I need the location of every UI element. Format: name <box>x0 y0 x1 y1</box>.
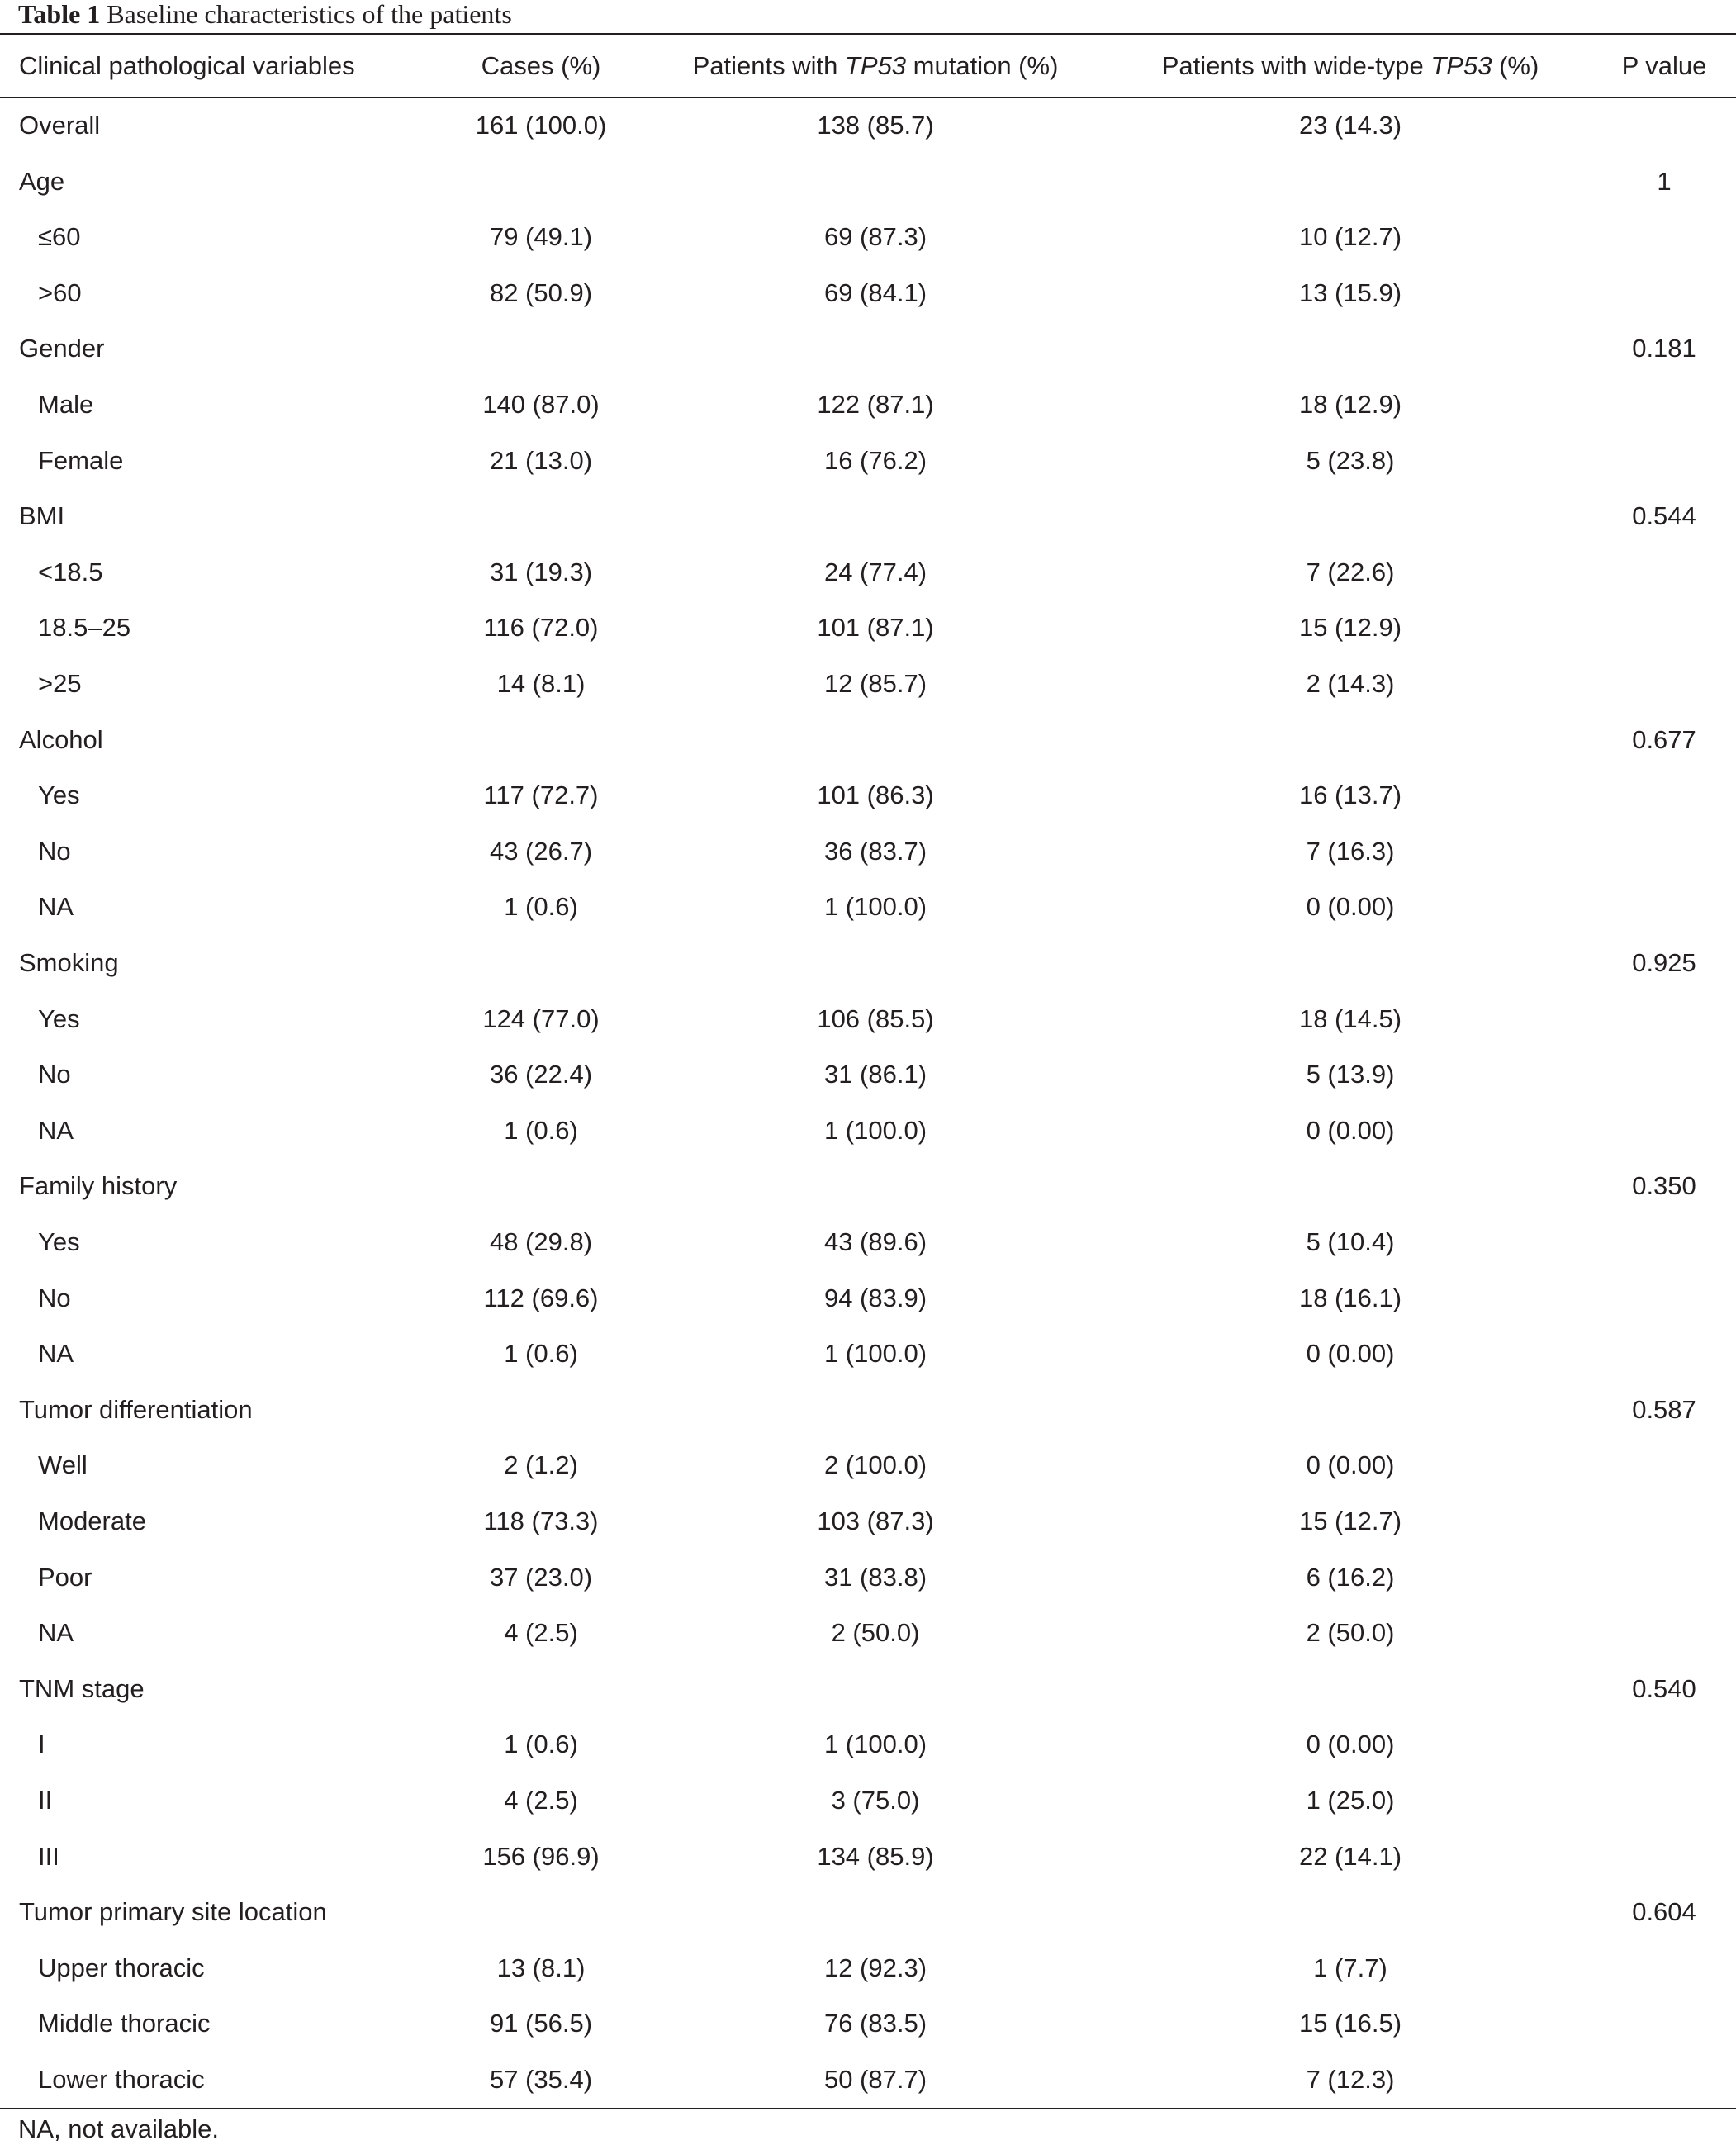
table-row <box>0 1605 1736 1661</box>
cell-cases <box>405 320 677 377</box>
table-row <box>0 265 1736 321</box>
cell-variable: II <box>38 1786 53 1815</box>
cell-mutation <box>677 488 1074 544</box>
table-row <box>0 1996 1736 2052</box>
cell-variable: ≤60 <box>38 222 81 252</box>
cell-wildtype: 1 (7.7) <box>1313 1953 1387 1982</box>
cell-variable: NA <box>38 1115 74 1145</box>
table-row <box>0 1046 1736 1103</box>
table-row <box>0 1940 1736 1996</box>
cell-wildtype: 5 (13.9) <box>1306 1060 1395 1089</box>
cell-cases: 124 (77.0) <box>482 1004 600 1033</box>
cell-variable: BMI <box>19 501 65 531</box>
cell-mutation: 12 (92.3) <box>823 1953 927 1982</box>
cell-variable: Poor <box>38 1562 92 1592</box>
cell-wildtype <box>1107 1158 1594 1214</box>
cell-cases: 161 (100.0) <box>475 111 607 140</box>
cell-wildtype: 15 (16.5) <box>1298 2009 1402 2038</box>
cell-p-value: 0.181 <box>1632 334 1696 363</box>
cell-mutation: 106 (85.5) <box>817 1004 934 1033</box>
table-row <box>0 1437 1736 1493</box>
cell-mutation: 31 (86.1) <box>823 1060 927 1089</box>
cell-variable: Age <box>19 166 65 196</box>
cell-wildtype: 2 (14.3) <box>1306 669 1395 698</box>
cell-p-value <box>1602 1829 1726 1885</box>
cell-cases: 112 (69.6) <box>483 1283 599 1312</box>
cell-variable: NA <box>38 892 74 922</box>
cell-wildtype <box>1107 712 1594 768</box>
cell-mutation: 31 (83.8) <box>823 1562 927 1592</box>
cell-p-value <box>1602 544 1726 600</box>
cell-wildtype <box>1107 1382 1594 1438</box>
cell-wildtype: 15 (12.7) <box>1298 1507 1402 1535</box>
cell-variable: Upper thoracic <box>38 1953 205 1982</box>
cell-wildtype: 10 (12.7) <box>1298 222 1402 252</box>
table-row <box>0 656 1736 712</box>
table-row <box>0 935 1736 991</box>
cell-wildtype <box>1107 154 1594 210</box>
cell-mutation: 69 (84.1) <box>823 278 927 307</box>
cell-wildtype: 5 (23.8) <box>1306 445 1395 475</box>
cell-cases: 31 (19.3) <box>489 557 593 586</box>
bottom-rule <box>0 2108 1736 2109</box>
cell-p-value: 0.677 <box>1632 724 1696 754</box>
cell-variable: NA <box>38 1618 74 1648</box>
cell-mutation: 24 (77.4) <box>823 557 927 586</box>
cell-cases: 14 (8.1) <box>496 669 586 698</box>
table-row <box>0 1214 1736 1270</box>
cell-variable: Well <box>38 1450 88 1480</box>
cell-mutation: 138 (85.7) <box>817 111 934 140</box>
header-wildtype-gene: TP53 <box>1430 51 1492 80</box>
table-row <box>0 1829 1736 1885</box>
cell-cases <box>405 154 677 210</box>
header-wildtype-post: (%) <box>1492 51 1539 80</box>
cell-mutation <box>677 154 1074 210</box>
cell-mutation: 94 (83.9) <box>823 1283 927 1312</box>
cell-variable: I <box>38 1730 45 1759</box>
table-row <box>0 1326 1736 1382</box>
cell-p-value: 0.540 <box>1632 1673 1696 1703</box>
table-row <box>0 320 1736 377</box>
table-row <box>0 1270 1736 1326</box>
cell-p-value <box>1602 209 1726 265</box>
cell-mutation: 1 (100.0) <box>823 1730 927 1759</box>
cell-cases: 117 (72.7) <box>483 781 599 810</box>
cell-variable: Family history <box>19 1171 178 1201</box>
cell-cases: 140 (87.0) <box>482 390 600 419</box>
cell-wildtype <box>1107 935 1594 991</box>
header-mutation-pre: Patients with <box>692 51 845 80</box>
cell-mutation: 101 (87.1) <box>817 613 934 643</box>
table-caption-label: Table 1 <box>18 0 101 29</box>
cell-cases: 48 (29.8) <box>489 1227 593 1256</box>
table-row <box>0 1772 1736 1829</box>
cell-p-value: 0.544 <box>1632 501 1696 531</box>
table-row <box>0 488 1736 544</box>
cell-p-value <box>1602 1270 1726 1326</box>
cell-wildtype: 13 (15.9) <box>1298 278 1402 307</box>
table-row <box>0 2052 1736 2108</box>
table-row <box>0 1884 1736 1940</box>
cell-wildtype: 7 (22.6) <box>1306 557 1395 586</box>
cell-wildtype: 15 (12.9) <box>1298 613 1402 643</box>
cell-mutation: 2 (50.0) <box>831 1618 920 1648</box>
cell-mutation: 1 (100.0) <box>823 892 927 922</box>
cell-p-value <box>1602 991 1726 1047</box>
cell-p-value <box>1602 377 1726 433</box>
header-variables: Clinical pathological variables <box>19 51 355 80</box>
cell-mutation: 36 (83.7) <box>823 836 927 866</box>
table-row <box>0 1661 1736 1717</box>
cell-cases: 36 (22.4) <box>489 1060 593 1089</box>
cell-variable: Male <box>38 390 94 419</box>
table-row <box>0 1493 1736 1549</box>
cell-p-value <box>1602 97 1726 154</box>
cell-p-value: 1 <box>1657 166 1672 196</box>
cell-mutation <box>677 712 1074 768</box>
cell-cases <box>405 935 677 991</box>
cell-cases <box>405 1661 677 1717</box>
cell-p-value <box>1602 1716 1726 1772</box>
cell-mutation: 76 (83.5) <box>823 2009 927 2038</box>
cell-variable: No <box>38 1283 71 1312</box>
cell-wildtype <box>1107 1884 1594 1940</box>
cell-cases <box>405 1884 677 1940</box>
cell-cases <box>405 488 677 544</box>
cell-variable: >60 <box>38 278 82 307</box>
cell-p-value <box>1602 1996 1726 2052</box>
cell-wildtype: 5 (10.4) <box>1306 1227 1395 1256</box>
cell-mutation: 103 (87.3) <box>817 1507 934 1535</box>
table-row <box>0 600 1736 656</box>
cell-cases: 4 (2.5) <box>504 1618 578 1648</box>
table-row <box>0 154 1736 210</box>
table-row <box>0 97 1736 154</box>
cell-variable: Overall <box>19 111 101 140</box>
cell-variable: Gender <box>19 334 105 363</box>
cell-p-value <box>1602 1214 1726 1270</box>
cell-variable: Lower thoracic <box>38 2065 205 2094</box>
header-mutation-gene: TP53 <box>844 51 907 80</box>
table-row <box>0 433 1736 489</box>
table-row <box>0 1549 1736 1606</box>
cell-mutation: 16 (76.2) <box>823 445 927 475</box>
cell-cases <box>405 712 677 768</box>
cell-variable: >25 <box>38 669 82 698</box>
cell-cases: 1 (0.6) <box>504 1730 578 1759</box>
cell-variable: Moderate <box>38 1507 146 1535</box>
cell-variable: III <box>38 1841 59 1871</box>
table-row <box>0 544 1736 600</box>
cell-cases: 116 (72.0) <box>483 613 599 643</box>
cell-wildtype: 1 (25.0) <box>1306 1786 1395 1815</box>
cell-wildtype: 0 (0.00) <box>1306 1115 1395 1145</box>
cell-mutation: 69 (87.3) <box>823 222 927 252</box>
table-row <box>0 1382 1736 1438</box>
table-footnote: NA, not available. <box>18 2114 219 2143</box>
cell-variable: Smoking <box>19 948 119 977</box>
cell-p-value <box>1602 1493 1726 1549</box>
cell-wildtype: 18 (16.1) <box>1298 1283 1402 1312</box>
cell-wildtype: 0 (0.00) <box>1306 892 1395 922</box>
cell-cases: 4 (2.5) <box>504 1786 578 1815</box>
table-caption-text: Baseline characteristics of the patients <box>107 0 512 29</box>
cell-mutation: 1 (100.0) <box>823 1339 927 1369</box>
cell-mutation: 43 (89.6) <box>823 1227 927 1256</box>
cell-wildtype <box>1107 488 1594 544</box>
cell-cases: 13 (8.1) <box>496 1953 586 1982</box>
table-row <box>0 209 1736 265</box>
cell-variable: NA <box>38 1339 74 1369</box>
cell-mutation <box>677 1884 1074 1940</box>
cell-p-value <box>1602 2052 1726 2108</box>
table-row <box>0 1716 1736 1772</box>
cell-cases: 57 (35.4) <box>489 2065 593 2094</box>
cell-p-value <box>1602 1437 1726 1493</box>
cell-p-value <box>1602 433 1726 489</box>
cell-p-value <box>1602 1103 1726 1159</box>
cell-wildtype: 6 (16.2) <box>1306 1562 1395 1592</box>
cell-mutation: 12 (85.7) <box>823 669 927 698</box>
cell-mutation <box>677 1158 1074 1214</box>
cell-wildtype: 16 (13.7) <box>1298 781 1402 810</box>
cell-wildtype: 2 (50.0) <box>1306 1618 1395 1648</box>
table-row <box>0 879 1736 935</box>
cell-wildtype: 0 (0.00) <box>1306 1730 1395 1759</box>
cell-p-value <box>1602 1326 1726 1382</box>
header-mutation-post: mutation (%) <box>906 51 1059 80</box>
cell-wildtype: 18 (12.9) <box>1298 390 1402 419</box>
header-cases: Cases (%) <box>481 51 601 80</box>
cell-p-value <box>1602 1605 1726 1661</box>
cell-wildtype: 7 (16.3) <box>1306 836 1395 866</box>
cell-mutation <box>677 320 1074 377</box>
cell-mutation: 1 (100.0) <box>823 1115 927 1145</box>
cell-mutation: 101 (86.3) <box>817 781 934 810</box>
cell-p-value <box>1602 1772 1726 1829</box>
cell-cases <box>405 1382 677 1438</box>
cell-variable: Yes <box>38 1227 80 1256</box>
table-row <box>0 1103 1736 1159</box>
cell-variable: No <box>38 1060 71 1089</box>
cell-p-value <box>1602 879 1726 935</box>
cell-mutation: 50 (87.7) <box>823 2065 927 2094</box>
table-caption <box>18 0 512 28</box>
cell-wildtype: 0 (0.00) <box>1306 1339 1395 1369</box>
table-row <box>0 991 1736 1047</box>
cell-p-value: 0.604 <box>1632 1897 1696 1927</box>
cell-variable: Yes <box>38 1004 80 1033</box>
cell-wildtype <box>1107 320 1594 377</box>
cell-p-value <box>1602 767 1726 823</box>
cell-mutation: 134 (85.9) <box>817 1841 934 1871</box>
cell-wildtype: 7 (12.3) <box>1306 2065 1395 2094</box>
cell-p-value <box>1602 1046 1726 1103</box>
cell-variable: Yes <box>38 781 80 810</box>
cell-cases: 91 (56.5) <box>489 2009 593 2038</box>
cell-p-value <box>1602 1549 1726 1606</box>
cell-wildtype: 23 (14.3) <box>1298 111 1402 140</box>
header-mutation <box>677 36 1074 96</box>
cell-p-value: 0.350 <box>1632 1171 1696 1201</box>
header-wildtype-pre: Patients with wide-type <box>1161 51 1431 80</box>
cell-wildtype: 0 (0.00) <box>1306 1450 1395 1480</box>
cell-cases: 118 (73.3) <box>483 1507 599 1535</box>
cell-variable: TNM stage <box>19 1673 145 1703</box>
cell-variable: Alcohol <box>19 724 103 754</box>
table-row <box>0 823 1736 880</box>
cell-p-value <box>1602 823 1726 880</box>
cell-p-value: 0.925 <box>1632 948 1696 977</box>
cell-variable: Female <box>38 445 124 475</box>
cell-cases: 156 (96.9) <box>482 1841 600 1871</box>
cell-variable: Middle thoracic <box>38 2009 211 2038</box>
cell-wildtype: 22 (14.1) <box>1298 1841 1402 1871</box>
cell-variable: Tumor differentiation <box>19 1394 253 1424</box>
cell-p-value <box>1602 265 1726 321</box>
header-wildtype <box>1107 36 1594 96</box>
cell-cases: 79 (49.1) <box>489 222 593 252</box>
cell-mutation <box>677 1661 1074 1717</box>
cell-variable: No <box>38 836 71 866</box>
cell-wildtype: 18 (14.5) <box>1298 1004 1402 1033</box>
top-rule <box>0 33 1736 35</box>
cell-variable: Tumor primary site location <box>19 1897 327 1927</box>
cell-cases: 43 (26.7) <box>489 836 593 866</box>
cell-cases: 21 (13.0) <box>489 445 593 475</box>
cell-p-value: 0.587 <box>1632 1394 1696 1424</box>
table-row <box>0 377 1736 433</box>
table-row <box>0 1158 1736 1214</box>
cell-p-value <box>1602 600 1726 656</box>
cell-cases: 37 (23.0) <box>489 1562 593 1592</box>
table-row <box>0 712 1736 768</box>
cell-cases: 2 (1.2) <box>504 1450 578 1480</box>
cell-cases <box>405 1158 677 1214</box>
cell-p-value <box>1602 1940 1726 1996</box>
cell-variable: 18.5–25 <box>38 613 131 643</box>
cell-cases: 1 (0.6) <box>504 1115 578 1145</box>
cell-wildtype <box>1107 1661 1594 1717</box>
cell-cases: 82 (50.9) <box>489 278 593 307</box>
cell-mutation: 3 (75.0) <box>831 1786 920 1815</box>
cell-cases: 1 (0.6) <box>504 892 578 922</box>
cell-variable: <18.5 <box>38 557 103 586</box>
cell-mutation: 122 (87.1) <box>817 390 934 419</box>
table-row <box>0 767 1736 823</box>
header-p-value: P value <box>1621 51 1707 80</box>
cell-p-value <box>1602 656 1726 712</box>
cell-mutation: 2 (100.0) <box>823 1450 927 1480</box>
cell-mutation <box>677 1382 1074 1438</box>
cell-mutation <box>677 935 1074 991</box>
cell-cases: 1 (0.6) <box>504 1339 578 1369</box>
